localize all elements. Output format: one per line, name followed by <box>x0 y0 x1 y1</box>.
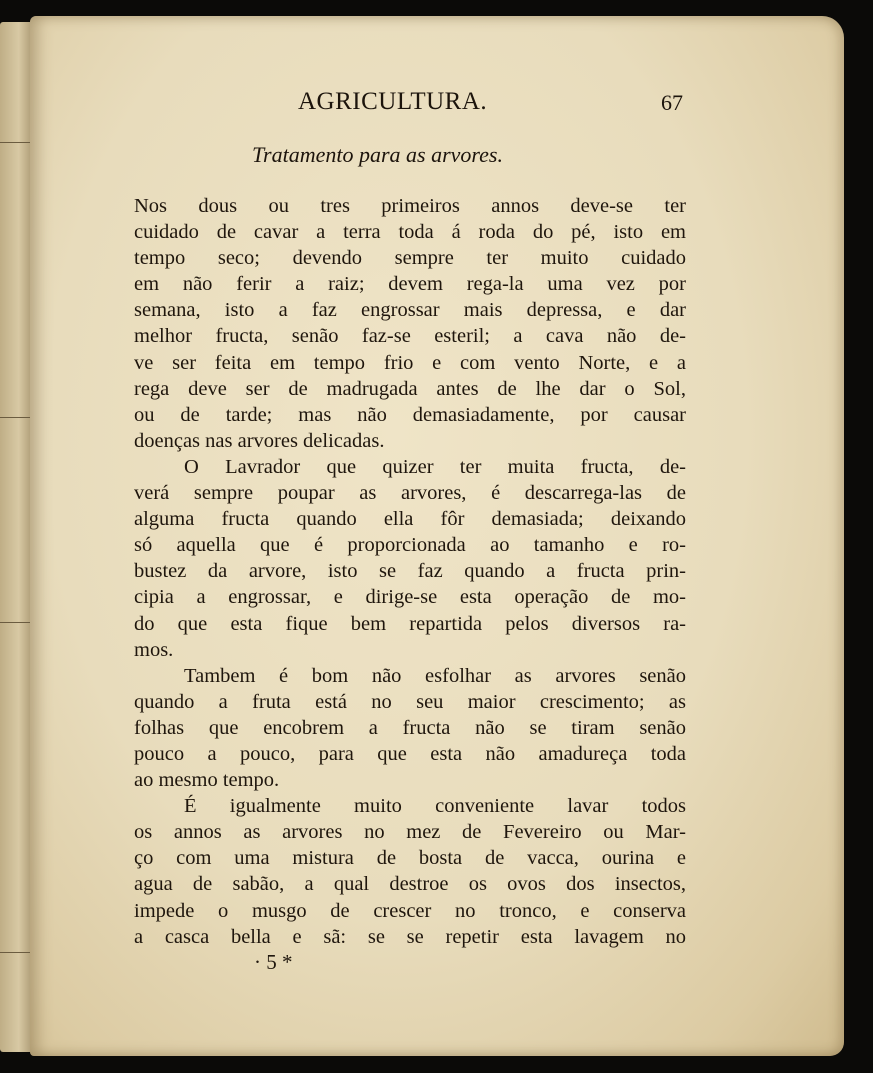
text-line: doenças nas arvores delicadas. <box>134 429 385 452</box>
left-page-edge <box>0 22 34 1052</box>
text-line: ao mesmo tempo. <box>134 769 280 792</box>
running-head: AGRICULTURA. <box>298 88 488 115</box>
text-line: pouco a pouco, para que esta não amadureça toda <box>134 742 686 765</box>
text-line: ve ser feita em tempo frio e com vento Norte, e a <box>134 351 686 374</box>
text-line: os annos as arvores no mez de Fevereiro ou Mar- <box>134 821 686 844</box>
page-number: 67 <box>661 90 683 115</box>
text-line: bustez da arvore, isto se faz quando a fructa prin- <box>134 560 686 583</box>
section-title: Tratamento para as arvores. <box>252 142 503 167</box>
page-edge-mark <box>0 622 34 623</box>
text-line: tempo seco; devendo sempre ter muito cuidado <box>134 247 686 270</box>
text-line: do que esta fique bem repartida pelos diversos ra- <box>134 612 686 635</box>
body-text <box>134 193 686 950</box>
text-line: É igualmente muito conveniente lavar todos <box>184 795 686 818</box>
text-line: folhas que encobrem a fructa não se tiram senão <box>134 716 686 739</box>
text-line: Tambem é bom não esfolhar as arvores senão <box>184 664 686 687</box>
text-line: semana, isto a faz engrossar mais depressa, e dar <box>134 299 686 322</box>
text-line: cipia a engrossar, e dirige-se esta operação de mo- <box>134 586 686 609</box>
text-line: O Lavrador que quizer ter muita fructa, de- <box>184 455 686 478</box>
text-line: rega deve ser de madrugada antes de lhe dar o Sol, <box>134 377 686 400</box>
text-line: verá sempre poupar as arvores, é descarrega-las de <box>134 482 686 505</box>
text-line: Nos dous ou tres primeiros annos deve-se ter <box>134 195 686 217</box>
page-edge-mark <box>0 417 34 418</box>
text-line: cuidado de cavar a terra toda á roda do pé, isto em <box>134 221 686 244</box>
page-edge-mark <box>0 952 34 953</box>
text-line: só aquella que é proporcionada ao tamanho e ro- <box>134 534 686 557</box>
text-line: ou de tarde; mas não demasiadamente, por causar <box>134 403 686 426</box>
text-line: quando a fruta está no seu maior crescimento; as <box>134 690 686 713</box>
page-edge-mark <box>0 142 34 143</box>
text-line: em não ferir a raiz; devem rega-la uma vez por <box>134 273 686 296</box>
text-line: alguma fructa quando ella fôr demasiada; deixando <box>134 508 686 531</box>
text-line: impede o musgo de crescer no tronco, e conserva <box>134 899 686 922</box>
text-line: melhor fructa, senão faz-se esteril; a cava não de- <box>134 325 686 348</box>
text-line: mos. <box>134 638 174 661</box>
signature-mark: · 5 * <box>254 950 293 974</box>
text-line: agua de sabão, a qual destroe os ovos dos insectos, <box>134 873 686 896</box>
text-line: a casca bella e sã: se se repetir esta lavagem no <box>134 925 686 948</box>
page-header <box>298 88 683 118</box>
text-line: ço com uma mistura de bosta de vacca, ourina e <box>134 847 686 870</box>
